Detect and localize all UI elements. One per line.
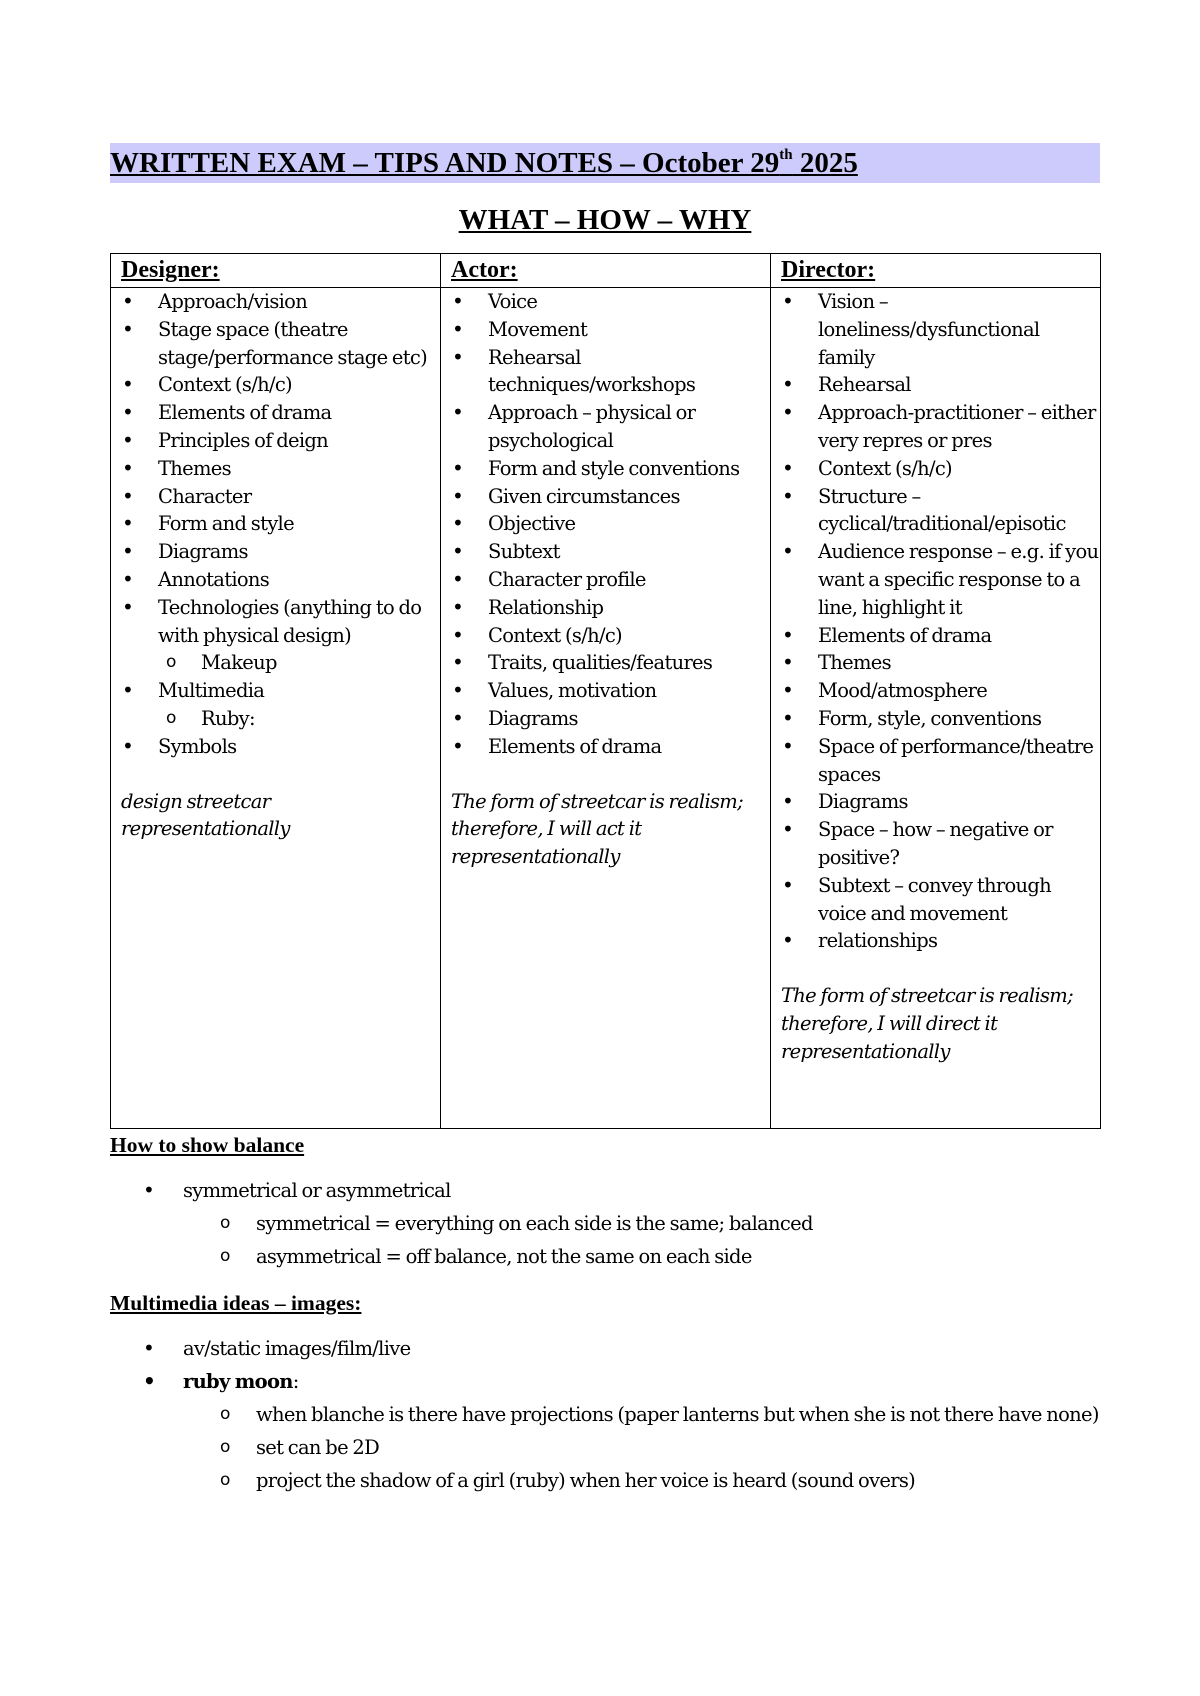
header-actor: Actor: [441, 254, 771, 288]
director-cell [771, 288, 1101, 1129]
sub-list-item: o Makeup [111, 649, 440, 677]
list-item: • Relationship [441, 594, 770, 622]
list-item: • Diagrams [111, 538, 440, 566]
list-item: • Multimedia [111, 677, 440, 705]
list-item: • Form, style, conventions [771, 705, 1100, 733]
list-item: • Subtext [441, 538, 770, 566]
list-item: • Themes [771, 649, 1100, 677]
list-item-bold [110, 1365, 1100, 1398]
balance-list [110, 1174, 1100, 1273]
designer-list [111, 288, 440, 761]
header-designer: Designer: [111, 254, 441, 288]
actor-note: The form of streetcar is realism; therefore, I will act it representationally [451, 789, 743, 869]
list-item: • Stage space (theatre stage/performance stage etc) [111, 316, 440, 372]
ruby-moon-colon: : [292, 1370, 299, 1393]
sub-list-item: o set can be 2D [110, 1431, 1100, 1464]
list-item: • Diagrams [441, 705, 770, 733]
document-subtitle: WHAT – HOW – WHY [458, 204, 752, 236]
ruby-moon-label: ruby moon [183, 1370, 293, 1393]
list-item: • Themes [111, 455, 440, 483]
title-superscript: th [779, 147, 793, 163]
list-item: • Space of performance/theatre spaces [771, 733, 1100, 789]
sub-list-item: o symmetrical = everything on each side is the same; balanced [110, 1207, 1100, 1240]
roles-table [110, 253, 1101, 1129]
list-item: • Space – how – negative or positive? [771, 816, 1100, 872]
list-item: • Movement [441, 316, 770, 344]
title-year: 2025 [792, 147, 858, 179]
list-item: • Rehearsal [771, 371, 1100, 399]
header-director: Director: [771, 254, 1101, 288]
sub-list-item: o project the shadow of a girl (ruby) when her voice is heard (sound overs) [110, 1464, 1100, 1497]
list-item: • Context (s/h/c) [771, 455, 1100, 483]
table-header-row [111, 254, 1101, 288]
list-item: • Character [111, 483, 440, 511]
sub-list-item: o when blanche is there have projections (paper lanterns but when she is not there have none) [110, 1398, 1100, 1431]
list-item: • Elements of drama [111, 399, 440, 427]
designer-note: design streetcar representationally [121, 789, 290, 841]
list-item: • Approach-practitioner – either very repres or pres [771, 399, 1100, 455]
designer-cell [111, 288, 441, 1129]
list-item: • Principles of deign [111, 427, 440, 455]
list-item: • av/static images/film/live [110, 1332, 1100, 1365]
list-item: • Traits, qualities/features [441, 649, 770, 677]
list-item: • Subtext – convey through voice and movement [771, 872, 1100, 928]
list-item: • Diagrams [771, 788, 1100, 816]
list-item: • Character profile [441, 566, 770, 594]
sub-list-item: o asymmetrical = off balance, not the same on each side [110, 1240, 1100, 1273]
list-item: • Elements of drama [771, 622, 1100, 650]
document-title [110, 143, 1100, 183]
list-item: • Values, motivation [441, 677, 770, 705]
list-item: • Voice [441, 288, 770, 316]
sub-list-item: o Ruby: [111, 705, 440, 733]
actor-cell [441, 288, 771, 1129]
title-text: WRITTEN EXAM – TIPS AND NOTES – October 29 [110, 147, 780, 179]
list-item: • Form and style conventions [441, 455, 770, 483]
multimedia-list [110, 1332, 1100, 1497]
list-item: • symmetrical or asymmetrical [110, 1174, 1100, 1207]
list-item: • Objective [441, 510, 770, 538]
list-item: • Vision – loneliness/dysfunctional family [771, 288, 1100, 371]
list-item: • Context (s/h/c) [441, 622, 770, 650]
list-item: • Annotations [111, 566, 440, 594]
list-item: • Elements of drama [441, 733, 770, 761]
director-list [771, 288, 1100, 955]
list-item: • Mood/atmosphere [771, 677, 1100, 705]
document-page [110, 143, 1100, 1497]
multimedia-heading: Multimedia ideas – images: [110, 1291, 362, 1315]
list-item: • Structure – cyclical/traditional/episotic [771, 483, 1100, 539]
list-item: • Technologies (anything to do with physical design) [111, 594, 440, 650]
list-item: • Symbols [111, 733, 440, 761]
list-item: • Given circumstances [441, 483, 770, 511]
list-item: • Context (s/h/c) [111, 371, 440, 399]
list-item: • Audience response – e.g. if you want a specific response to a line, highlight it [771, 538, 1100, 621]
list-item: • Rehearsal techniques/workshops [441, 344, 770, 400]
director-note: The form of streetcar is realism; therefore, I will direct it representationally [781, 984, 1073, 1063]
list-item: • Approach/vision [111, 288, 440, 316]
list-item: • Approach – physical or psychological [441, 399, 770, 455]
list-item: • Form and style [111, 510, 440, 538]
table-body-row [111, 288, 1101, 1129]
actor-list [441, 288, 770, 761]
balance-heading: How to show balance [110, 1133, 305, 1157]
list-item: • relationships [771, 927, 1100, 955]
